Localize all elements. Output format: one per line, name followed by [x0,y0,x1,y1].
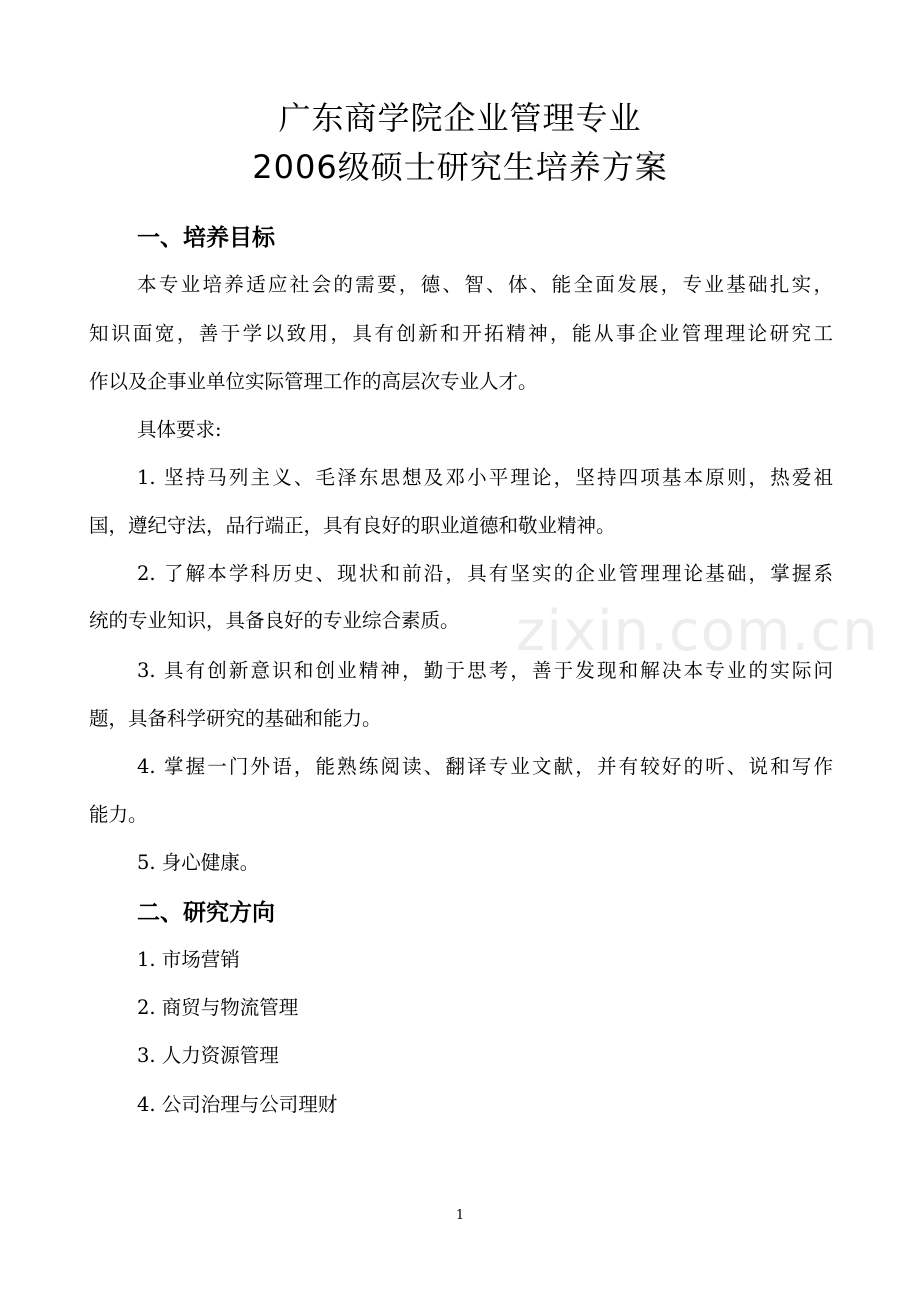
document-title-line1: 广东商学院企业管理专业 [278,99,642,137]
section-heading-training-goals: 一、培养目标 [137,225,275,251]
requirement-5: 5. 身心健康。 [137,851,260,874]
requirement-4-line: 能力。 [89,803,148,826]
intro-paragraph-line: 作以及企事业单位实际管理工作的高层次专业人才。 [89,370,538,393]
requirement-3-line: 3. 具有创新意识和创业精神，勤于思考，善于发现和解决本专业的实际问 [137,659,833,682]
requirement-4-line: 4. 掌握一门外语，能熟练阅读、翻译专业文献，并有较好的听、说和写作 [137,755,833,778]
intro-paragraph-line: 知识面宽，善于学以致用，具有创新和开拓精神，能从事企业管理理论研究工 [89,322,833,345]
research-direction-item: 3. 人力资源管理 [137,1044,279,1067]
research-direction-item: 2. 商贸与物流管理 [137,996,299,1019]
section-heading-research-directions: 二、研究方向 [137,900,275,926]
requirement-1-line: 1. 坚持马列主义、毛泽东思想及邓小平理论，坚持四项基本原则，热爱祖 [137,466,833,489]
requirement-2-line: 2. 了解本学科历史、现状和前沿，具有坚实的企业管理理论基础，掌握系 [137,562,833,585]
document-title-line2: 2006级硕士研究生培养方案 [252,148,668,186]
page-number: 1 [455,1208,465,1223]
intro-paragraph-line: 本专业培养适应社会的需要，德、智、体、能全面发展，专业基础扎实， [137,273,833,296]
requirement-3-line: 题，具备科学研究的基础和能力。 [89,707,382,730]
requirements-label: 具体要求: [137,418,222,441]
research-direction-item: 1. 市场营销 [137,948,240,971]
requirement-1-line: 国，遵纪守法，品行端正，具有良好的职业道德和敬业精神。 [89,514,616,537]
research-direction-item: 4. 公司治理与公司理财 [137,1093,338,1116]
watermark-text: zixin.com.cn [516,599,879,664]
requirement-2-line: 统的专业知识，具备良好的专业综合素质。 [89,609,460,632]
